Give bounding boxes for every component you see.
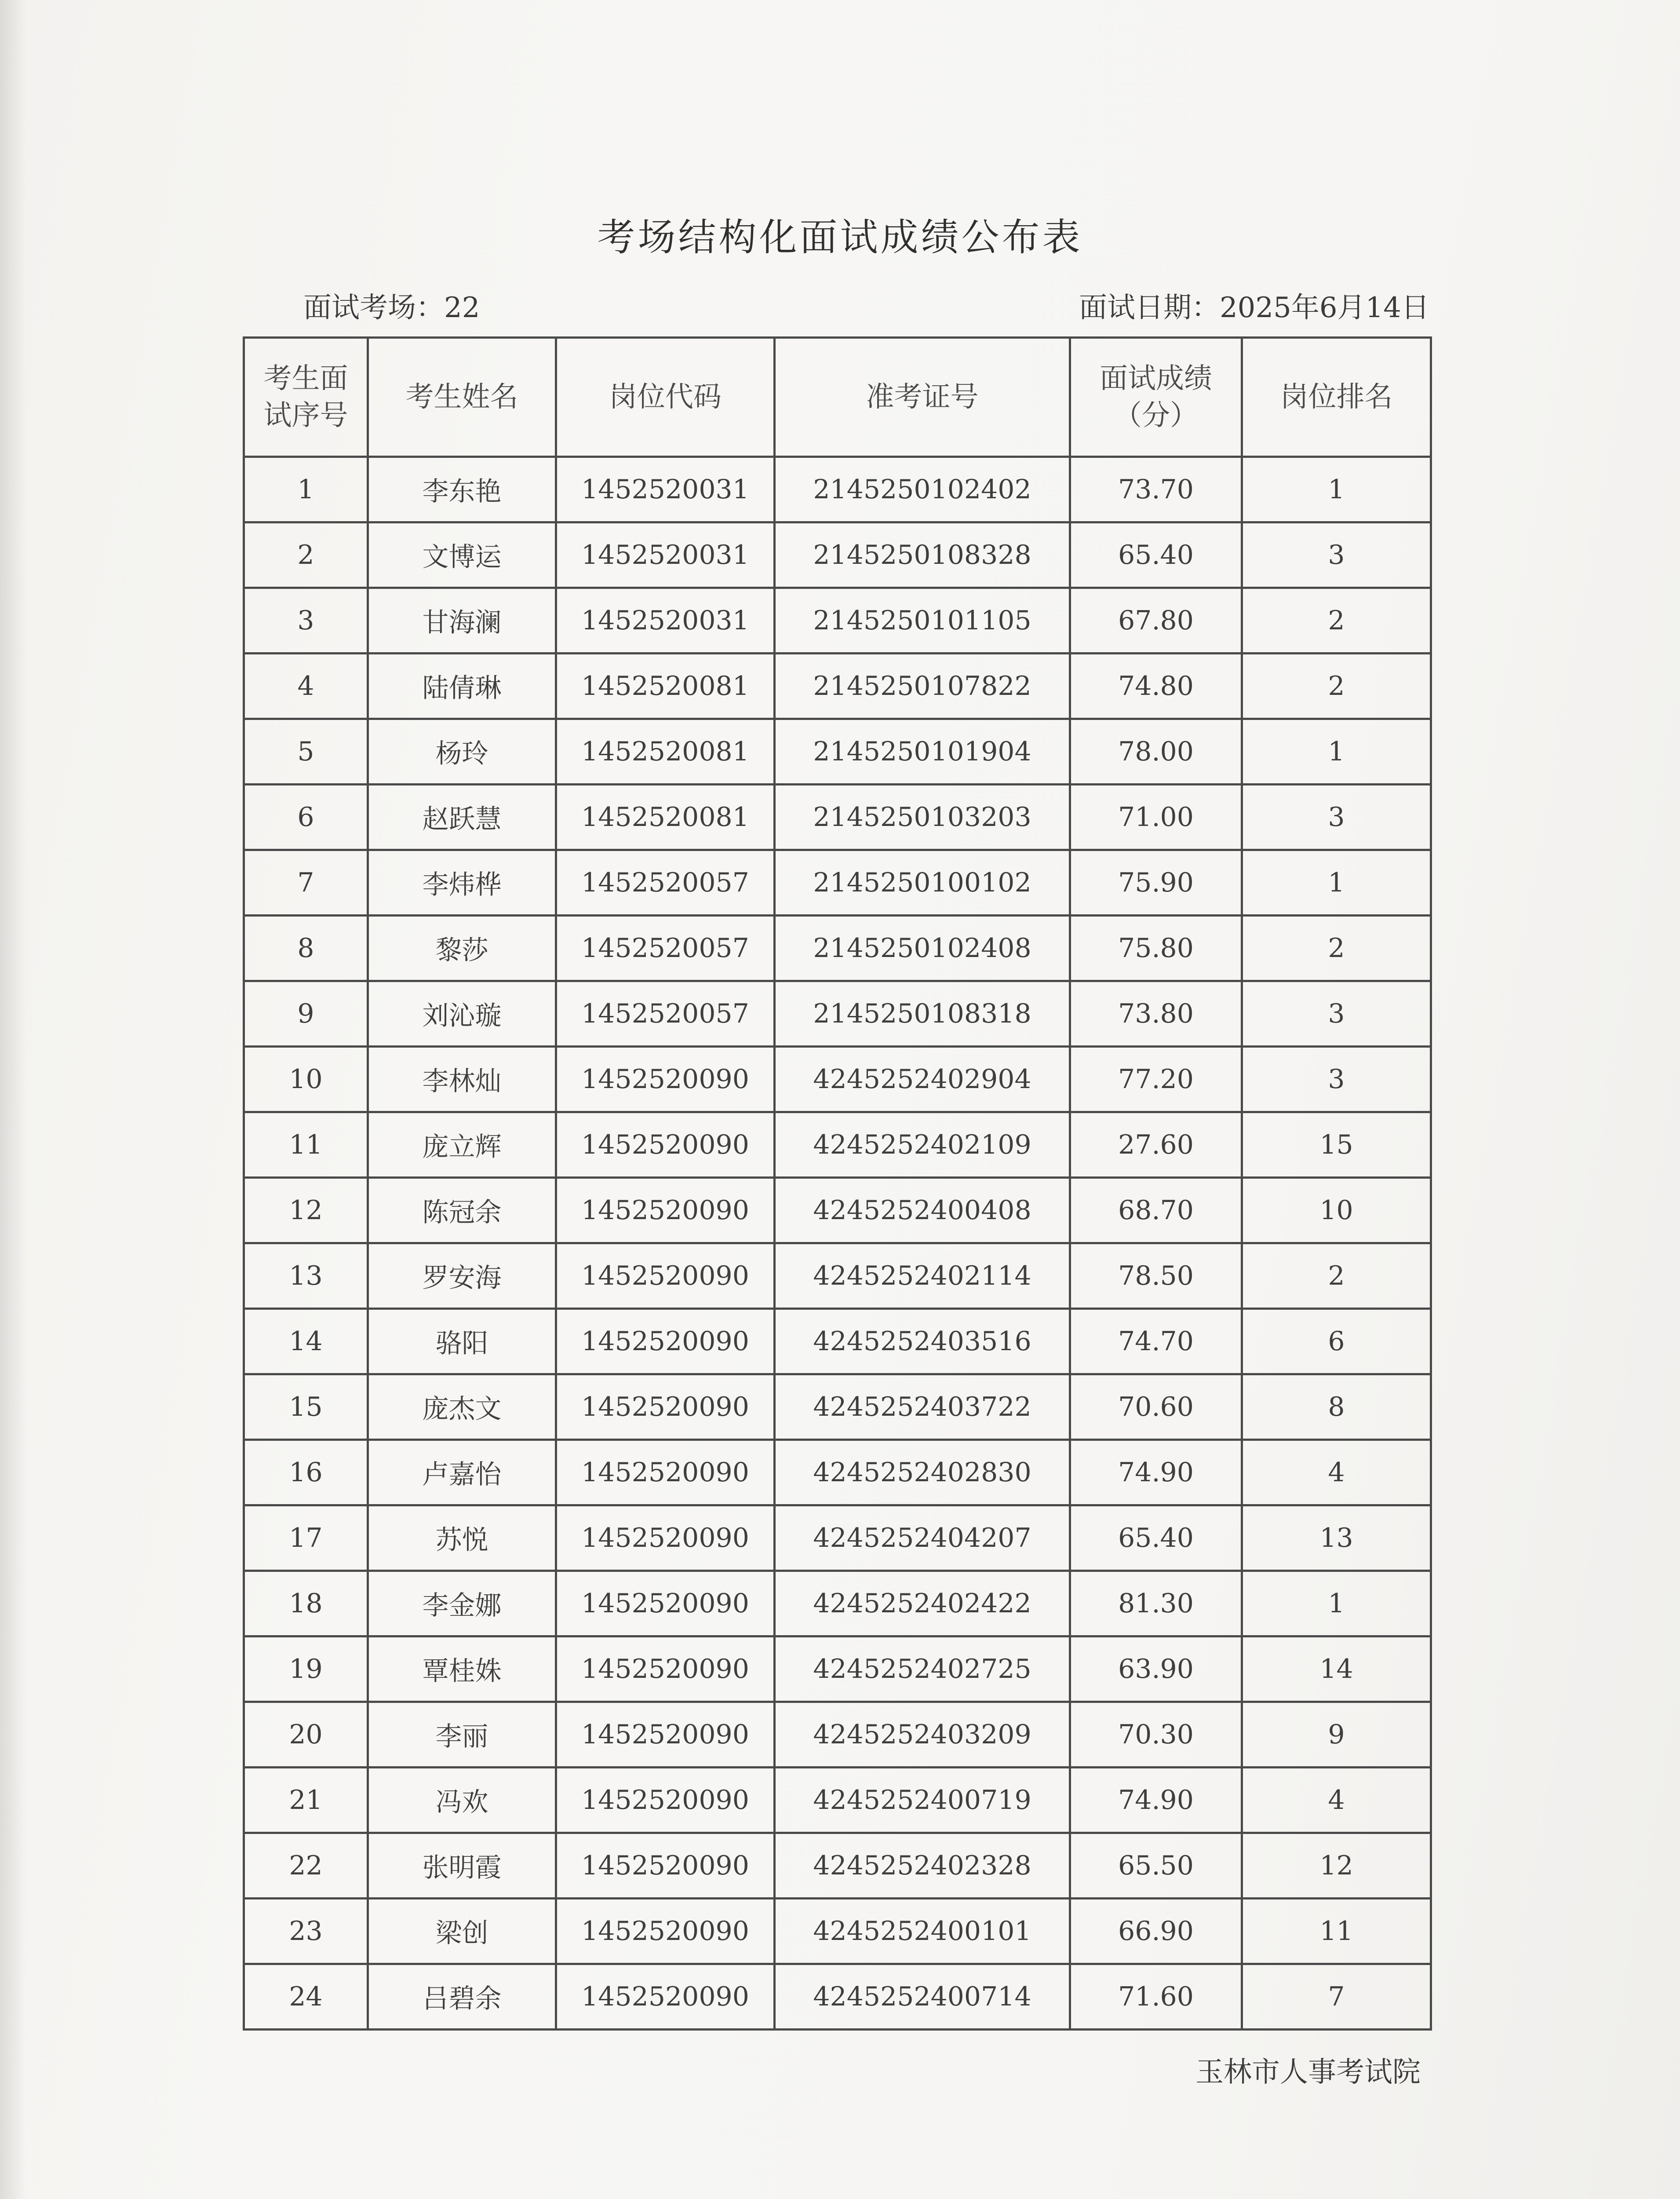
cell-score: 74.90 [1070, 1768, 1242, 1833]
table-row [244, 719, 1431, 785]
cell-name: 李东艳 [368, 457, 556, 522]
cell-score: 65.40 [1070, 1505, 1242, 1571]
cell-name: 梁创 [368, 1899, 556, 1964]
table-row [244, 1374, 1431, 1440]
table-row [244, 1899, 1431, 1964]
venue-label: 面试考场：22 [303, 292, 480, 324]
cell-score: 75.80 [1070, 916, 1242, 981]
table-row [244, 1505, 1431, 1571]
cell-ticket: 4245252402725 [775, 1636, 1070, 1702]
cell-seq: 4 [244, 654, 368, 719]
cell-post-code: 1452520090 [556, 1309, 775, 1374]
table-row [244, 1571, 1431, 1636]
cell-name: 陆倩琳 [368, 654, 556, 719]
cell-score: 78.50 [1070, 1243, 1242, 1309]
cell-post-code: 1452520081 [556, 654, 775, 719]
cell-score: 70.60 [1070, 1374, 1242, 1440]
cell-score: 65.40 [1070, 522, 1242, 588]
cell-name: 卢嘉怡 [368, 1440, 556, 1505]
cell-seq: 8 [244, 916, 368, 981]
table-row [244, 1768, 1431, 1833]
cell-ticket: 2145250108318 [775, 981, 1070, 1047]
cell-post-code: 1452520031 [556, 457, 775, 522]
cell-score: 74.70 [1070, 1309, 1242, 1374]
table-row [244, 1833, 1431, 1899]
cell-post-code: 1452520090 [556, 1899, 775, 1964]
cell-name: 覃桂姝 [368, 1636, 556, 1702]
cell-rank: 3 [1242, 981, 1431, 1047]
cell-seq: 13 [244, 1243, 368, 1309]
cell-post-code: 1452520090 [556, 1702, 775, 1768]
cell-score: 73.80 [1070, 981, 1242, 1047]
cell-name: 黎莎 [368, 916, 556, 981]
cell-score: 66.90 [1070, 1899, 1242, 1964]
cell-ticket: 2145250108328 [775, 522, 1070, 588]
cell-rank: 3 [1242, 1047, 1431, 1112]
cell-post-code: 1452520057 [556, 981, 775, 1047]
cell-rank: 9 [1242, 1702, 1431, 1768]
cell-seq: 16 [244, 1440, 368, 1505]
cell-rank: 1 [1242, 457, 1431, 522]
cell-post-code: 1452520057 [556, 916, 775, 981]
cell-ticket: 4245252402830 [775, 1440, 1070, 1505]
cell-name: 罗安海 [368, 1243, 556, 1309]
header-score-line2: （分） [1114, 399, 1198, 432]
cell-rank: 11 [1242, 1899, 1431, 1964]
header-post-code: 岗位代码 [556, 338, 775, 457]
cell-rank: 1 [1242, 850, 1431, 916]
header-seq [244, 338, 368, 457]
header-score-line1: 面试成绩 [1100, 362, 1212, 395]
cell-post-code: 1452520031 [556, 588, 775, 654]
table-row [244, 588, 1431, 654]
table-row [244, 1112, 1431, 1178]
cell-seq: 20 [244, 1702, 368, 1768]
cell-name: 庞杰文 [368, 1374, 556, 1440]
cell-rank: 3 [1242, 522, 1431, 588]
cell-seq: 12 [244, 1178, 368, 1243]
table-row [244, 1702, 1431, 1768]
table-row [244, 1047, 1431, 1112]
header-seq-line1: 考生面 [263, 362, 348, 395]
cell-post-code: 1452520081 [556, 719, 775, 785]
cell-score: 27.60 [1070, 1112, 1242, 1178]
cell-score: 75.90 [1070, 850, 1242, 916]
table-body [244, 457, 1431, 2030]
table-header-row [244, 338, 1431, 457]
cell-score: 74.90 [1070, 1440, 1242, 1505]
cell-ticket: 4245252404207 [775, 1505, 1070, 1571]
table-row [244, 1178, 1431, 1243]
cell-ticket: 2145250102408 [775, 916, 1070, 981]
cell-rank: 13 [1242, 1505, 1431, 1571]
cell-rank: 4 [1242, 1768, 1431, 1833]
cell-post-code: 1452520090 [556, 1833, 775, 1899]
cell-seq: 6 [244, 785, 368, 850]
cell-rank: 2 [1242, 916, 1431, 981]
cell-ticket: 4245252402109 [775, 1112, 1070, 1178]
cell-ticket: 4245252400714 [775, 1964, 1070, 2030]
cell-seq: 21 [244, 1768, 368, 1833]
cell-seq: 19 [244, 1636, 368, 1702]
cell-seq: 10 [244, 1047, 368, 1112]
cell-post-code: 1452520090 [556, 1505, 775, 1571]
cell-seq: 14 [244, 1309, 368, 1374]
date-label: 面试日期：2025年6月14日 [1079, 292, 1429, 324]
header-name: 考生姓名 [368, 338, 556, 457]
cell-seq: 11 [244, 1112, 368, 1178]
cell-post-code: 1452520090 [556, 1243, 775, 1309]
cell-seq: 18 [244, 1571, 368, 1636]
header-score [1070, 338, 1242, 457]
cell-ticket: 2145250107822 [775, 654, 1070, 719]
cell-name: 张明霞 [368, 1833, 556, 1899]
cell-post-code: 1452520090 [556, 1440, 775, 1505]
cell-rank: 6 [1242, 1309, 1431, 1374]
cell-seq: 2 [244, 522, 368, 588]
cell-post-code: 1452520090 [556, 1768, 775, 1833]
cell-post-code: 1452520090 [556, 1374, 775, 1440]
cell-post-code: 1452520090 [556, 1112, 775, 1178]
cell-ticket: 4245252402328 [775, 1833, 1070, 1899]
header-rank: 岗位排名 [1242, 338, 1431, 457]
table-row [244, 785, 1431, 850]
cell-rank: 8 [1242, 1374, 1431, 1440]
cell-score: 73.70 [1070, 457, 1242, 522]
cell-score: 78.00 [1070, 719, 1242, 785]
cell-post-code: 1452520090 [556, 1047, 775, 1112]
cell-name: 文博运 [368, 522, 556, 588]
cell-score: 65.50 [1070, 1833, 1242, 1899]
cell-post-code: 1452520031 [556, 522, 775, 588]
cell-rank: 1 [1242, 719, 1431, 785]
cell-seq: 3 [244, 588, 368, 654]
cell-rank: 10 [1242, 1178, 1431, 1243]
cell-name: 李丽 [368, 1702, 556, 1768]
cell-rank: 3 [1242, 785, 1431, 850]
cell-ticket: 2145250101904 [775, 719, 1070, 785]
cell-ticket: 4245252403722 [775, 1374, 1070, 1440]
cell-ticket: 4245252402114 [775, 1243, 1070, 1309]
issuer-label: 玉林市人事考试院 [1195, 2056, 1421, 2089]
score-table [243, 336, 1432, 2031]
cell-post-code: 1452520057 [556, 850, 775, 916]
cell-rank: 15 [1242, 1112, 1431, 1178]
cell-score: 70.30 [1070, 1702, 1242, 1768]
cell-seq: 24 [244, 1964, 368, 2030]
cell-post-code: 1452520090 [556, 1178, 775, 1243]
cell-seq: 15 [244, 1374, 368, 1440]
cell-ticket: 2145250103203 [775, 785, 1070, 850]
cell-name: 李金娜 [368, 1571, 556, 1636]
table-row [244, 1636, 1431, 1702]
cell-score: 74.80 [1070, 654, 1242, 719]
cell-seq: 22 [244, 1833, 368, 1899]
table-row [244, 916, 1431, 981]
cell-rank: 12 [1242, 1833, 1431, 1899]
cell-score: 67.80 [1070, 588, 1242, 654]
page-title: 考场结构化面试成绩公布表 [597, 216, 1083, 259]
cell-post-code: 1452520090 [556, 1636, 775, 1702]
cell-name: 陈冠余 [368, 1178, 556, 1243]
cell-rank: 14 [1242, 1636, 1431, 1702]
cell-name: 刘沁璇 [368, 981, 556, 1047]
table-row [244, 522, 1431, 588]
cell-ticket: 4245252403209 [775, 1702, 1070, 1768]
cell-ticket: 2145250101105 [775, 588, 1070, 654]
cell-ticket: 4245252403516 [775, 1309, 1070, 1374]
cell-score: 81.30 [1070, 1571, 1242, 1636]
table-row [244, 850, 1431, 916]
table-row [244, 1964, 1431, 2030]
cell-post-code: 1452520081 [556, 785, 775, 850]
cell-name: 庞立辉 [368, 1112, 556, 1178]
table-row [244, 1440, 1431, 1505]
cell-rank: 4 [1242, 1440, 1431, 1505]
table-row [244, 457, 1431, 522]
paper-edge-shadow [0, 0, 26, 2199]
cell-name: 吕碧余 [368, 1964, 556, 2030]
header-ticket: 准考证号 [775, 338, 1070, 457]
cell-ticket: 4245252400101 [775, 1899, 1070, 1964]
cell-post-code: 1452520090 [556, 1964, 775, 2030]
cell-seq: 23 [244, 1899, 368, 1964]
cell-seq: 7 [244, 850, 368, 916]
cell-seq: 9 [244, 981, 368, 1047]
cell-rank: 1 [1242, 1571, 1431, 1636]
cell-score: 63.90 [1070, 1636, 1242, 1702]
cell-name: 冯欢 [368, 1768, 556, 1833]
cell-name: 赵跃慧 [368, 785, 556, 850]
header-seq-line2: 试序号 [263, 399, 348, 432]
cell-seq: 1 [244, 457, 368, 522]
cell-ticket: 2145250100102 [775, 850, 1070, 916]
cell-name: 甘海澜 [368, 588, 556, 654]
cell-rank: 7 [1242, 1964, 1431, 2030]
cell-score: 77.20 [1070, 1047, 1242, 1112]
table-row [244, 1243, 1431, 1309]
cell-seq: 5 [244, 719, 368, 785]
cell-name: 杨玲 [368, 719, 556, 785]
cell-score: 71.00 [1070, 785, 1242, 850]
cell-ticket: 4245252400719 [775, 1768, 1070, 1833]
cell-name: 李炜桦 [368, 850, 556, 916]
cell-ticket: 4245252402422 [775, 1571, 1070, 1636]
table-row [244, 654, 1431, 719]
cell-rank: 2 [1242, 1243, 1431, 1309]
table-row [244, 1309, 1431, 1374]
cell-ticket: 4245252402904 [775, 1047, 1070, 1112]
cell-score: 71.60 [1070, 1964, 1242, 2030]
cell-score: 68.70 [1070, 1178, 1242, 1243]
cell-seq: 17 [244, 1505, 368, 1571]
cell-name: 苏悦 [368, 1505, 556, 1571]
table-row [244, 981, 1431, 1047]
cell-rank: 2 [1242, 654, 1431, 719]
cell-rank: 2 [1242, 588, 1431, 654]
cell-name: 李林灿 [368, 1047, 556, 1112]
cell-ticket: 2145250102402 [775, 457, 1070, 522]
cell-ticket: 4245252400408 [775, 1178, 1070, 1243]
cell-name: 骆阳 [368, 1309, 556, 1374]
cell-post-code: 1452520090 [556, 1571, 775, 1636]
